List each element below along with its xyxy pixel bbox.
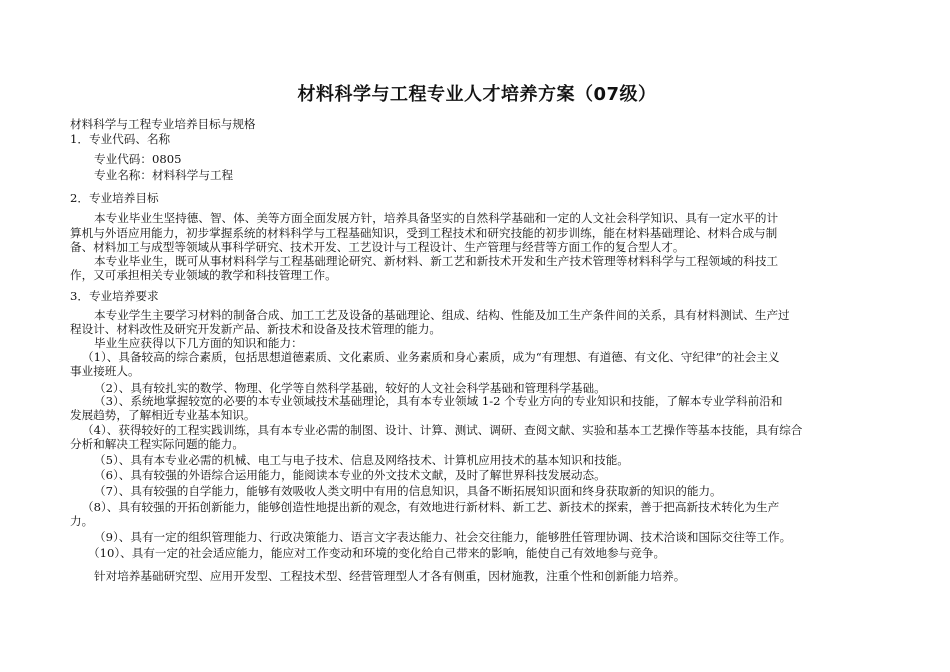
document-page (70, 0, 884, 672)
paragraph-line: 备、材料加工与成型等领域从事科学研究、技术开发、工艺设计与工程设计、生产管理与经营等方面工作的复合型人才。 (70, 240, 685, 254)
paragraph-line: 作，又可承担相关专业领域的教学和科技管理工作。 (70, 268, 337, 282)
requirement-item-2: （2）、具有较扎实的数学、物理、化学等自然科学基础，较好的人文社会科学基础和管理科学基础。 (94, 381, 606, 395)
paragraph-line: 本专业毕业生，既可从事材料科学与工程基础理论研究、新材料、新工艺和新技术开发和生产技术管理等材料科学与工程领域的科技工 (94, 254, 779, 268)
requirement-item-9: （9）、具有一定的组织管理能力、行政决策能力、语言文字表达能力、社会交往能力，能够胜任管理协调、技术洽谈和国际交往等工作。 (94, 530, 792, 544)
requirement-item-3-continued: 发展趋势，了解相近专业基本知识。 (70, 408, 256, 422)
major-name: 专业名称：材料科学与工程 (94, 168, 234, 182)
section-heading-goals-specs: 材料科学与工程专业培养目标与规格 (70, 117, 256, 131)
paragraph-line: 毕业生应获得以下几方面的知识和能力： (94, 336, 303, 350)
requirement-item-4-continued: 分析和解决工程实际问题的能力。 (70, 437, 244, 451)
requirement-item-6: （6）、具有较强的外语综合运用能力，能阅读本专业的外文技术文献，及时了解世界科技发展动态。 (94, 468, 606, 482)
requirement-item-5: （5）、具有本专业必需的机械、电工与电子技术、信息及网络技术、计算机应用技术的基本知识和技能。 (94, 453, 629, 467)
requirement-item-8-continued: 力。 (70, 514, 94, 528)
requirement-item-1-continued: 事业接班人。 (70, 364, 140, 378)
requirement-item-10: （10）、具有一定的社会适应能力，能应对工作变动和环境的变化给自己带来的影响，能使自己有效地参与竞争。 (88, 546, 666, 560)
requirement-item-4: （4）、获得较好的工程实践训练，具有本专业必需的制图、设计、计算、测试、调研、查阅文献、实验和基本工艺操作等基本技能，具有综合 (82, 423, 803, 437)
paragraph-line: 程设计、材料改性及研究开发新产品、新技术和设备及技术管理的能力。 (70, 322, 442, 336)
closing-paragraph: 针对培养基础研究型、应用开发型、工程技术型、经营管理型人才各有侧重，因材施教，注重个性和创新能力培养。 (94, 569, 686, 583)
subsection-heading-requirements: 3．专业培养要求 (70, 289, 159, 303)
subsection-heading-goals: 2．专业培养目标 (70, 191, 159, 205)
subsection-heading-code-name: 1．专业代码、名称 (70, 132, 171, 146)
paragraph-line: 本专业毕业生坚持德、智、体、美等方面全面发展方针，培养具备坚实的自然科学基础和一定的人文社会科学知识、具有一定水平的计 (94, 211, 779, 225)
requirement-item-8: （8）、具有较强的开拓创新能力，能够创造性地提出新的观念，有效地进行新材料、新工艺、新技术的探索，善于把高新技术转化为生产 (82, 500, 780, 514)
major-code: 专业代码：0805 (94, 152, 182, 166)
paragraph-line: 本专业学生主要学习材料的制备合成、加工工艺及设备的基础理论、组成、结构、性能及加工生产条件间的关系，具有材料测试、生产过 (94, 308, 790, 322)
requirement-item-3: （3）、系统地掌握较宽的必要的本专业领域技术基础理论，具有本专业领域 1-2 个专业方向的专业知识和技能，了解本专业学科前沿和 (94, 394, 783, 408)
requirement-item-1: （1）、具备较高的综合素质，包括思想道德素质、文化素质、业务素质和身心素质，成为“有理想、有道德、有文化、守纪律”的社会主义 (82, 350, 780, 364)
requirement-item-7: （7）、具有较强的自学能力，能够有效吸收人类文明中有用的信息知识，具备不断拓展知识面和终身获取新的知识的能力。 (94, 484, 722, 498)
paragraph-line: 算机与外语应用能力，初步掌握系统的材料科学与工程基础知识，受到工程技术和研究技能的初步训练，能在材料基础理论、材料合成与制 (70, 226, 778, 240)
document-title: 材料科学与工程专业人才培养方案（07级） (297, 84, 657, 105)
